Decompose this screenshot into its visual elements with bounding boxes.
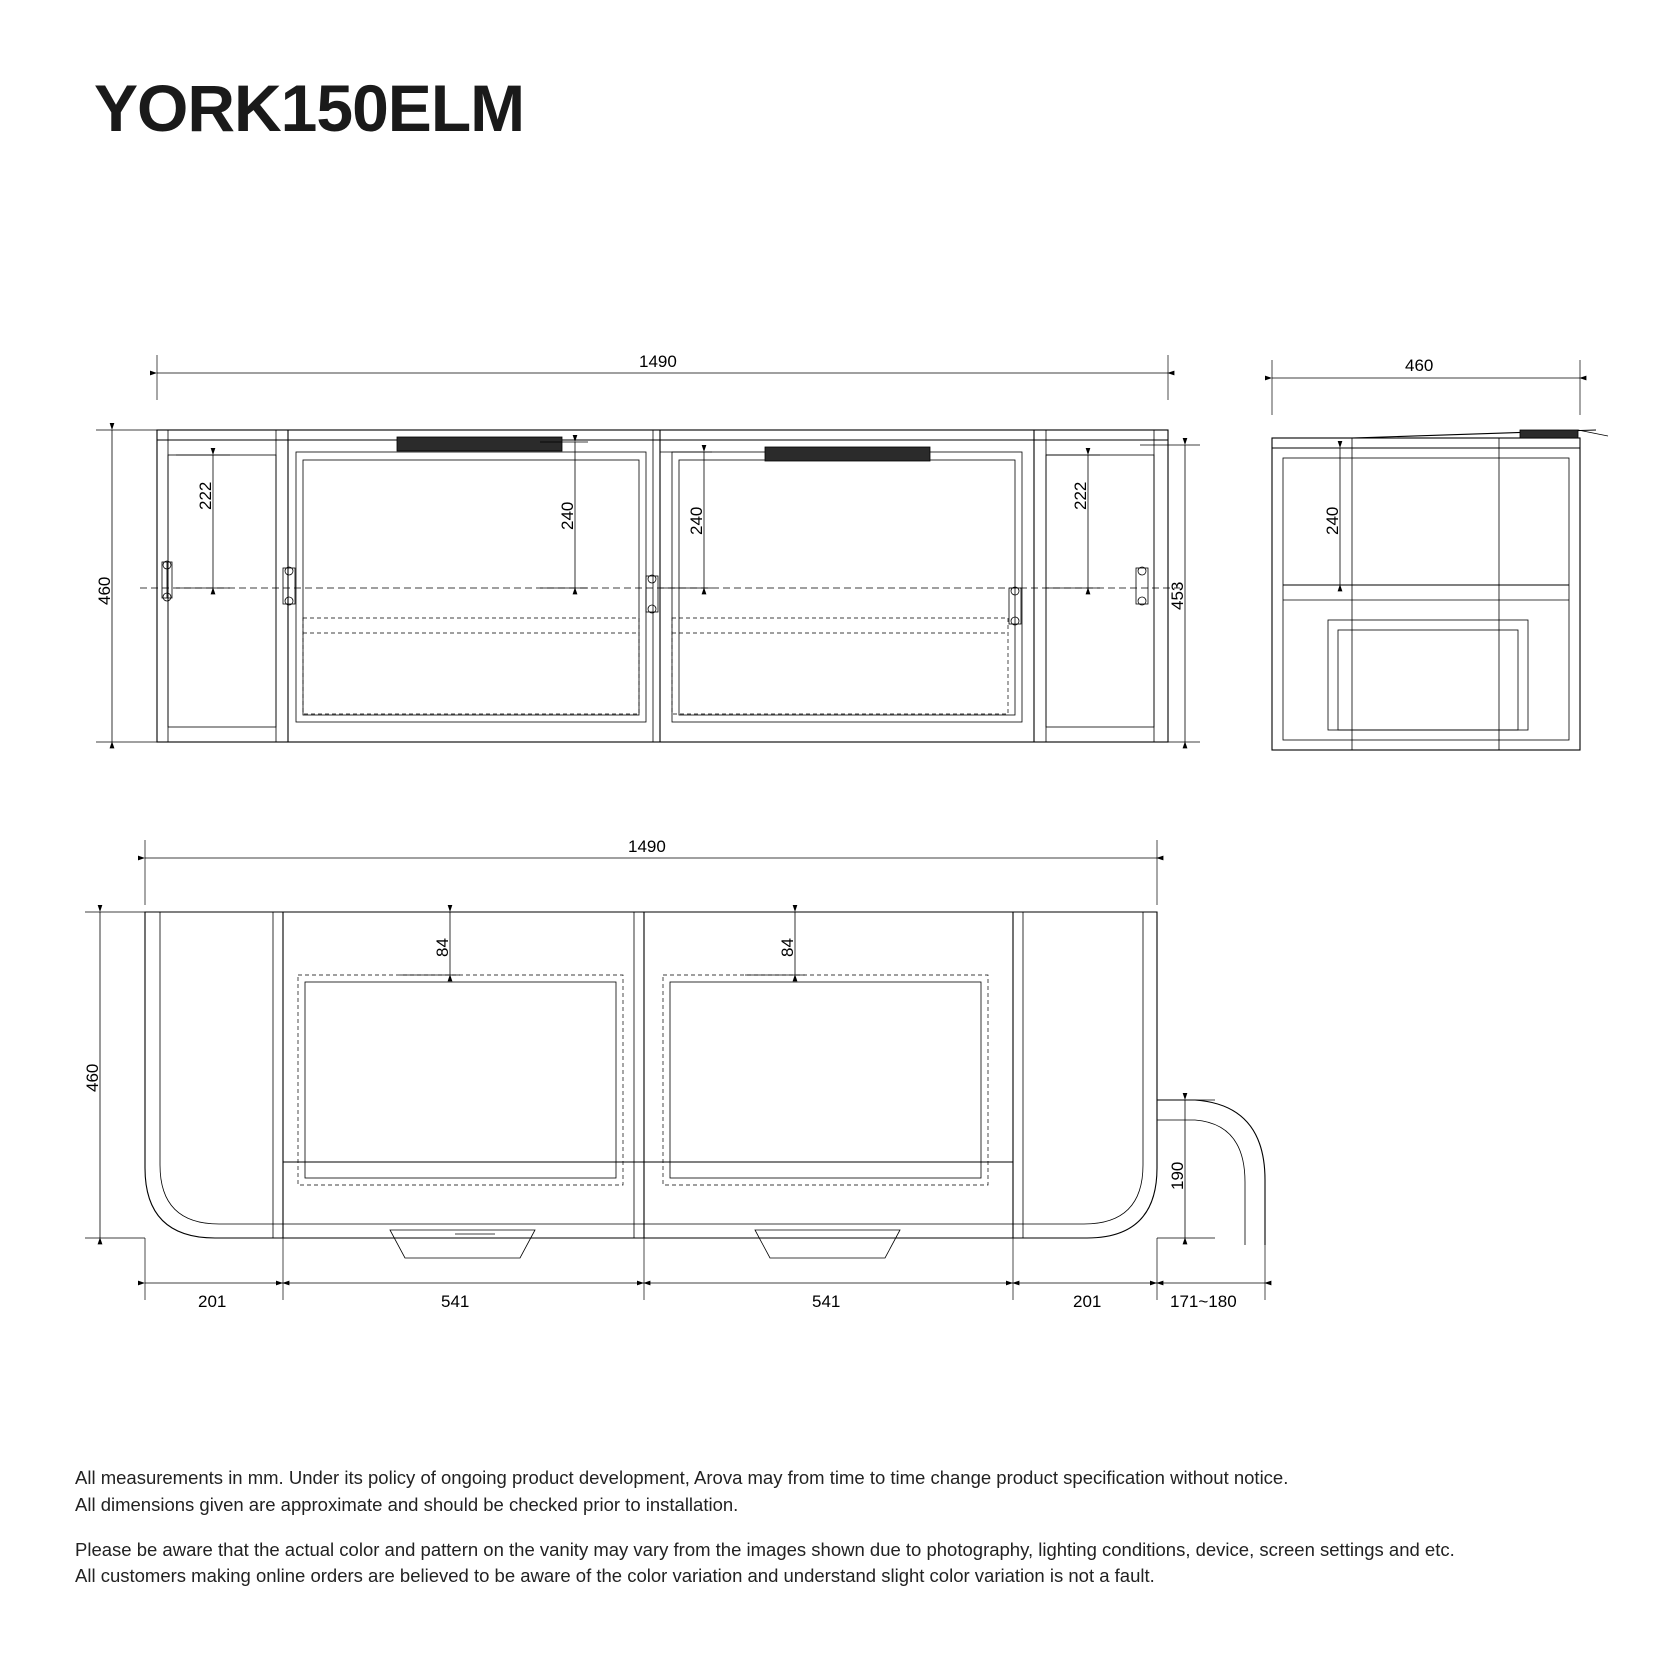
note-2-line-2: All customers making online orders are believed to be aware of the color variation and understand slight color variation is not a fault. [75,1565,1155,1587]
note-1-line-2: All dimensions given are approximate and should be checked prior to installation. [75,1493,739,1515]
dim-front-side-door-left: 222 [196,481,215,510]
note-color-variation [75,1537,1595,1591]
dim-plan-depth: 460 [83,1063,102,1092]
dim-plan-waste-height: 190 [1168,1161,1187,1190]
dim-plan-segment-2: 541 [441,1292,470,1311]
dim-plan-segment-1: 201 [198,1292,227,1311]
dim-front-width: 1490 [639,352,677,371]
dim-plan-waste-offset: 171~180 [1170,1292,1237,1311]
dim-front-height-right: 453 [1168,581,1187,610]
note-2-line-1: Please be aware that the actual color and pattern on the vanity may vary from the images shown due to photography, lighting conditions, device, screen settings and etc. [75,1538,1455,1560]
plan-view-geometry [85,840,1265,1300]
notes-block [75,1465,1595,1590]
dim-side-depth: 460 [1405,356,1434,375]
dim-plan-segment-3: 541 [812,1292,841,1311]
dim-front-side-door-right: 222 [1071,481,1090,510]
dim-front-centre-door-left: 240 [558,501,577,530]
note-1-line-1: All measurements in mm. Under its policy of ongoing product development, Arova may from time to time change product specification without notice. [75,1467,1289,1488]
page-title: YORK150ELM [94,71,525,145]
dim-plan-width: 1490 [628,837,666,856]
dim-plan-drawer-depth-left: 84 [433,938,452,957]
note-measurements [75,1465,1595,1519]
dim-plan-drawer-depth-right: 84 [778,938,797,957]
dim-plan-segment-4: 201 [1073,1292,1102,1311]
side-elevation-geometry [1272,360,1608,750]
front-elevation-geometry [96,355,1200,742]
dim-side-shelf-height: 240 [1323,506,1342,535]
dim-front-centre-door-right: 240 [687,506,706,535]
dim-front-height-left: 460 [95,576,114,605]
